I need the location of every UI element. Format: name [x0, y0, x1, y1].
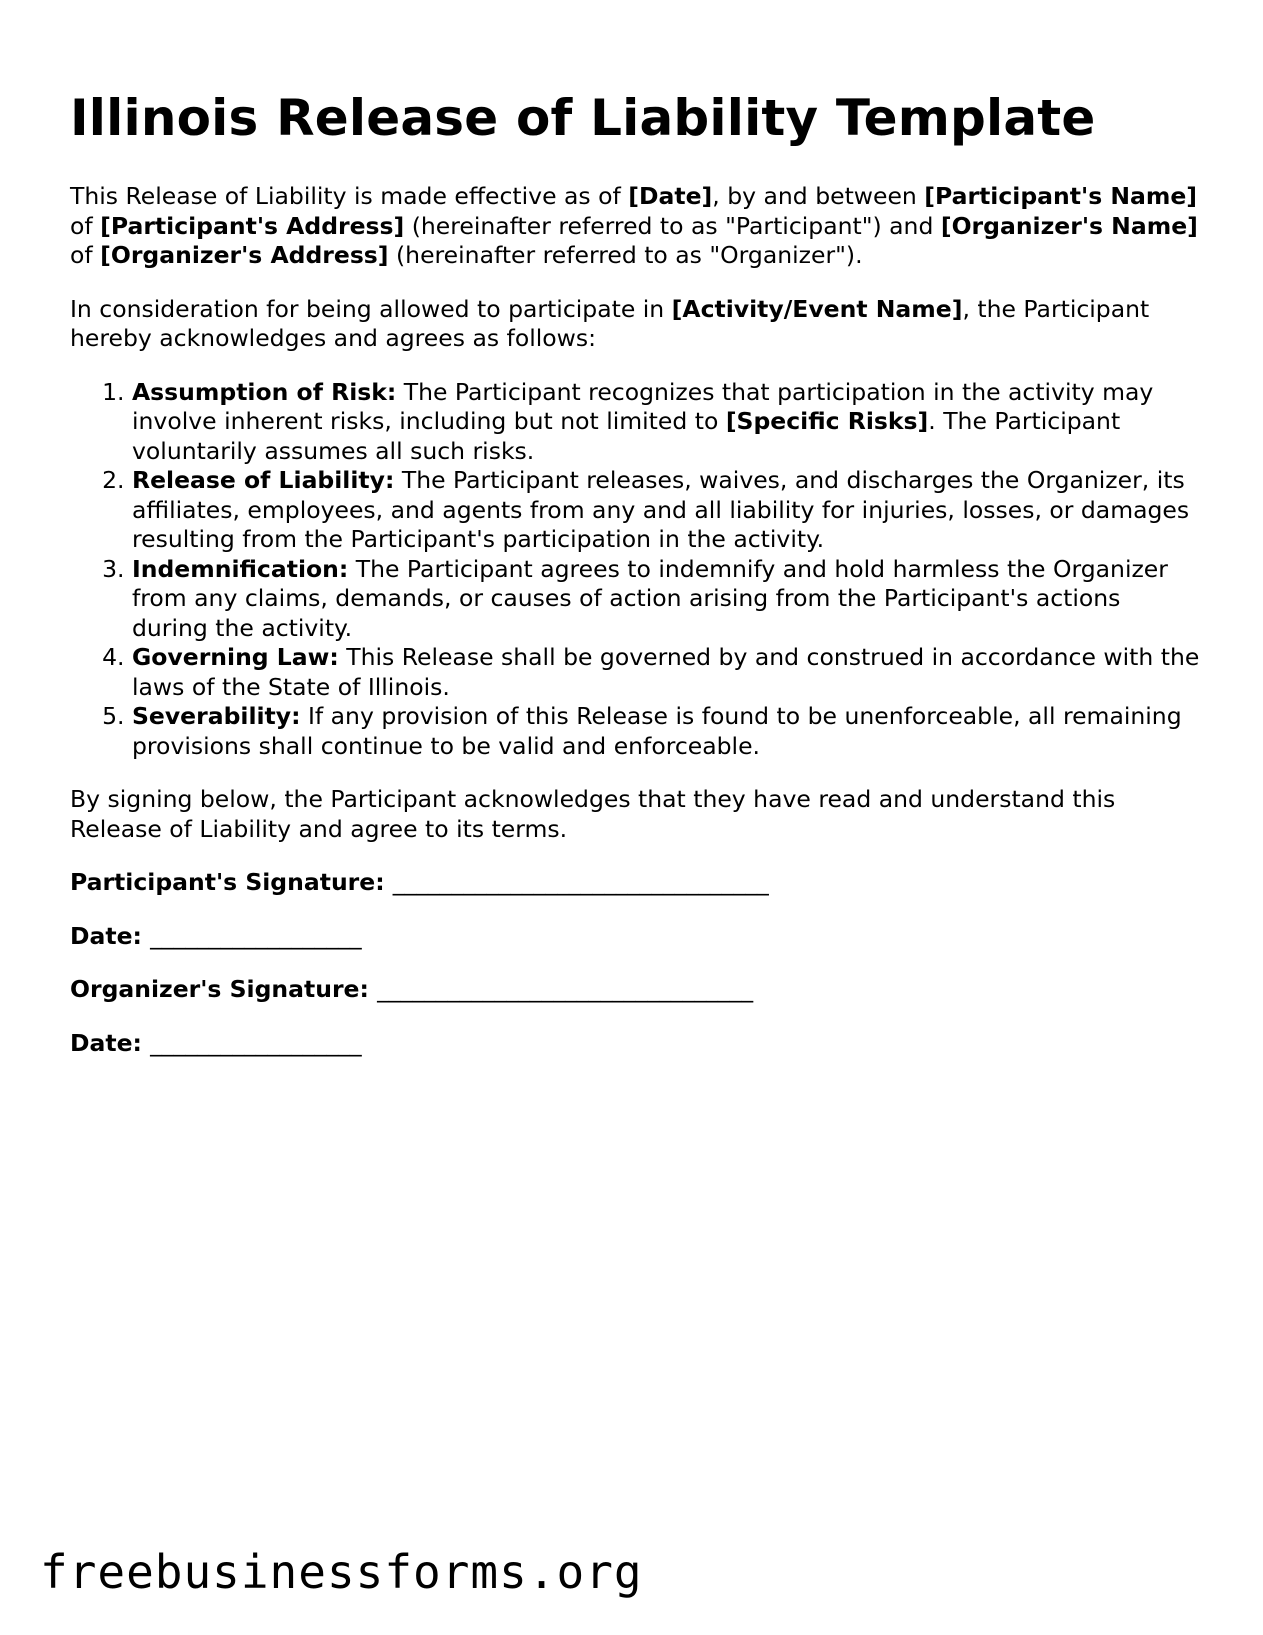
participant-name-placeholder: [Participant's Name]	[924, 182, 1198, 210]
term-item-indemnification	[132, 555, 1200, 644]
organizer-date-line	[70, 1029, 1200, 1059]
intro-text: (hereinafter referred to as "Participant") and	[404, 211, 941, 240]
participant-signature-field[interactable]: ________________________________	[392, 868, 769, 896]
participant-date-field[interactable]: __________________	[150, 921, 362, 950]
organizer-signature-line	[70, 975, 1200, 1005]
organizer-date-label: Date:	[70, 1028, 142, 1057]
term-text: The Participant agrees to indemnify and hold harmless the Organizer from any claims, demands, or causes of action arising from the Participant's actions during the activity.	[132, 554, 1168, 642]
term-text: The Participant releases, waives, and discharges the Organizer, its affiliates, employees, and agents from any and all liability for injuries, losses, or damages resulting from the Participant's participation in the activity.	[132, 466, 1190, 553]
document-page	[70, 88, 1200, 1058]
intro-text: This Release of Liability is made effective as of	[70, 182, 629, 210]
participant-signature-label: Participant's Signature:	[70, 868, 385, 896]
term-text: . The Participant voluntarily assumes all such risks.	[132, 407, 1121, 465]
intro-text: of	[70, 241, 101, 269]
term-text: The Participant recognizes that participation in the activity may involve inherent risks, including but not limited to	[132, 377, 1154, 435]
intro-text: of	[70, 211, 101, 240]
term-heading: Release of Liability:	[132, 466, 395, 494]
site-watermark: freebusinessforms.org	[40, 1545, 643, 1599]
term-item-release-of-liability	[132, 466, 1200, 555]
specific-risks-placeholder: [Specific Risks]	[725, 407, 929, 435]
intro-text: , by and between	[712, 182, 925, 210]
terms-list	[70, 378, 1200, 762]
term-item-severability	[132, 702, 1200, 761]
term-heading: Indemnification:	[132, 554, 349, 583]
term-item-governing-law	[132, 643, 1200, 702]
organizer-signature-label: Organizer's Signature:	[70, 975, 369, 1003]
organizer-address-placeholder: [Organizer's Address]	[100, 241, 389, 269]
participant-signature-line	[70, 868, 1200, 898]
term-heading: Governing Law:	[132, 643, 339, 671]
closing-paragraph: By signing below, the Participant acknowledges that they have read and understand this Release of Liability and agree to its terms.	[70, 785, 1116, 843]
organizer-date-field[interactable]: __________________	[150, 1028, 362, 1057]
consideration-text: In consideration for being allowed to participate in	[70, 294, 672, 323]
organizer-signature-field[interactable]: ________________________________	[377, 975, 754, 1003]
consideration-text: , the Participant hereby acknowledges and agrees as follows:	[70, 294, 1150, 352]
activity-placeholder: [Activity/Event Name]	[671, 294, 963, 323]
intro-text: (hereinafter referred to as "Organizer").	[388, 241, 863, 269]
term-text: If any provision of this Release is found to be unenforceable, all remaining provisions shall continue to be valid and enforceable.	[132, 702, 1182, 760]
organizer-name-placeholder: [Organizer's Name]	[940, 211, 1198, 240]
participant-date-label: Date:	[70, 921, 142, 950]
date-placeholder: [Date]	[628, 182, 713, 210]
intro-paragraph	[70, 182, 1200, 271]
participant-date-line	[70, 922, 1200, 952]
term-heading: Assumption of Risk:	[132, 377, 397, 406]
document-title: Illinois Release of Liability Template	[70, 89, 1096, 147]
participant-address-placeholder: [Participant's Address]	[100, 211, 405, 240]
consideration-paragraph	[70, 295, 1200, 354]
term-heading: Severability:	[132, 702, 301, 730]
term-text: This Release shall be governed by and construed in accordance with the laws of the State of Illinois.	[132, 643, 1200, 701]
term-item-assumption-of-risk	[132, 378, 1200, 467]
